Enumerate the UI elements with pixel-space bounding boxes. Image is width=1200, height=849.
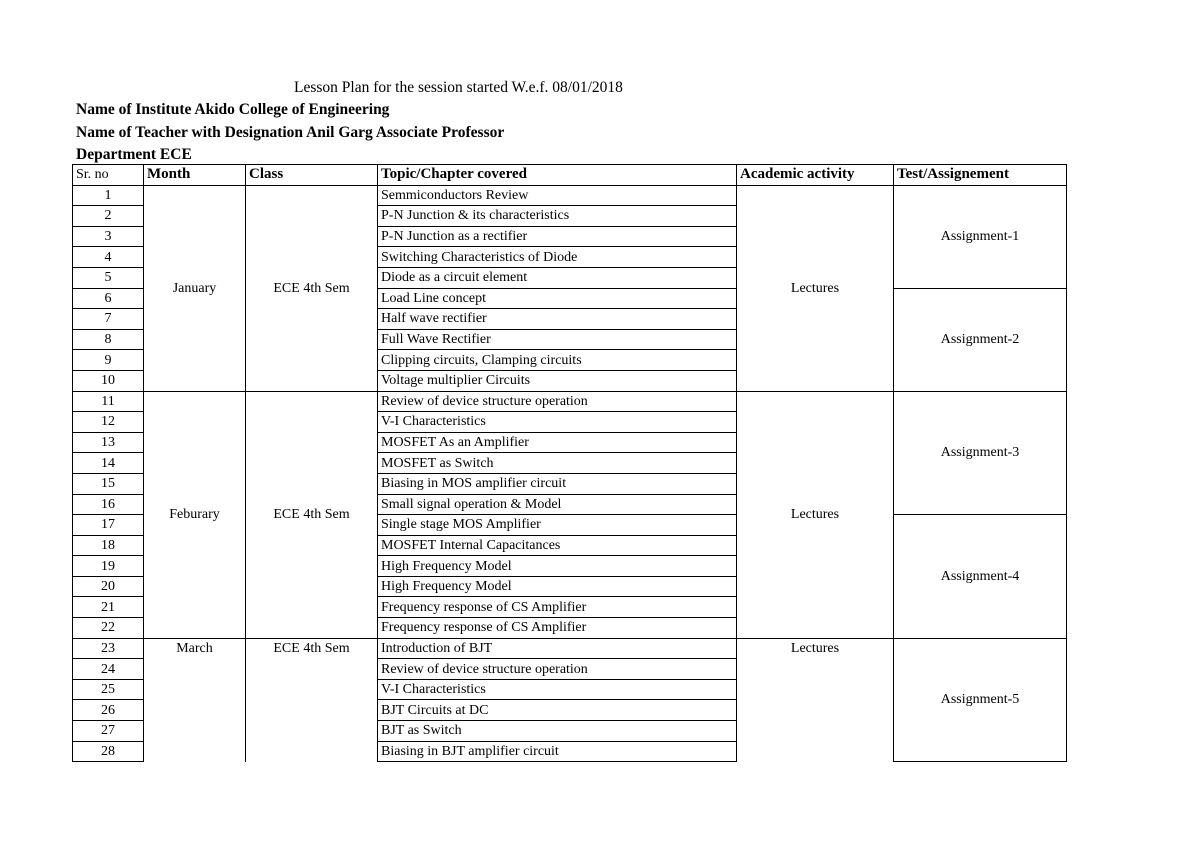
sr-no-cell: 18 (73, 535, 144, 556)
sr-no-cell: 27 (73, 721, 144, 742)
table-row (73, 185, 1067, 206)
topic-cell: Small signal operation & Model (378, 494, 737, 515)
sr-no-cell: 6 (73, 288, 144, 309)
topic-cell: BJT Circuits at DC (378, 700, 737, 721)
column-header-month: Month (144, 165, 246, 186)
column-header-test-assignment: Test/Assignement (894, 165, 1067, 186)
sr-no-cell: 23 (73, 638, 144, 659)
topic-cell: High Frequency Model (378, 556, 737, 577)
topic-cell: Half wave rectifier (378, 309, 737, 330)
topic-cell: BJT as Switch (378, 721, 737, 742)
sr-no-cell: 2 (73, 206, 144, 227)
month-cell-february: Feburary (144, 391, 246, 638)
column-header-academic-activity: Academic activity (737, 165, 894, 186)
topic-cell: MOSFET As an Amplifier (378, 432, 737, 453)
sr-no-cell: 24 (73, 659, 144, 680)
topic-cell: High Frequency Model (378, 576, 737, 597)
topic-cell: Introduction of BJT (378, 638, 737, 659)
sr-no-cell: 8 (73, 329, 144, 350)
column-header-topic: Topic/Chapter covered (378, 165, 737, 186)
topic-cell: Switching Characteristics of Diode (378, 247, 737, 268)
sr-no-cell: 15 (73, 473, 144, 494)
sr-no-cell: 21 (73, 597, 144, 618)
department-line: Department ECE (76, 146, 192, 163)
assignment-cell-4: Assignment-4 (894, 515, 1067, 639)
institute-line: Name of Institute Akido College of Engineering (76, 101, 390, 118)
topic-cell: Single stage MOS Amplifier (378, 515, 737, 536)
sr-no-cell: 10 (73, 370, 144, 391)
month-cell-march: March (144, 638, 246, 762)
sr-no-cell: 5 (73, 267, 144, 288)
sr-no-cell: 25 (73, 679, 144, 700)
sr-no-cell: 20 (73, 576, 144, 597)
assignment-cell-2: Assignment-2 (894, 288, 1067, 391)
topic-cell: Biasing in BJT amplifier circuit (378, 741, 737, 762)
sr-no-cell: 26 (73, 700, 144, 721)
topic-cell: Review of device structure operation (378, 391, 737, 412)
sr-no-cell: 17 (73, 515, 144, 536)
sr-no-cell: 12 (73, 412, 144, 433)
topic-cell: Load Line concept (378, 288, 737, 309)
class-cell-march: ECE 4th Sem (246, 638, 378, 762)
month-cell-january: January (144, 185, 246, 391)
activity-cell-february: Lectures (737, 391, 894, 638)
topic-cell: Biasing in MOS amplifier circuit (378, 473, 737, 494)
lesson-plan-table (72, 164, 1067, 762)
sr-no-cell: 14 (73, 453, 144, 474)
assignment-cell-5: Assignment-5 (894, 638, 1067, 762)
sr-no-cell: 1 (73, 185, 144, 206)
topic-cell: MOSFET as Switch (378, 453, 737, 474)
sr-no-cell: 22 (73, 618, 144, 639)
table-header-row (73, 165, 1067, 186)
topic-cell: Semmiconductors Review (378, 185, 737, 206)
sr-no-cell: 13 (73, 432, 144, 453)
sr-no-cell: 3 (73, 226, 144, 247)
assignment-cell-3: Assignment-3 (894, 391, 1067, 515)
topic-cell: Frequency response of CS Amplifier (378, 597, 737, 618)
sr-no-cell: 19 (73, 556, 144, 577)
topic-cell: V-I Characteristics (378, 679, 737, 700)
topic-cell: Diode as a circuit element (378, 267, 737, 288)
topic-cell: Voltage multiplier Circuits (378, 370, 737, 391)
class-cell-january: ECE 4th Sem (246, 185, 378, 391)
table-row (73, 391, 1067, 412)
topic-cell: Review of device structure operation (378, 659, 737, 680)
topic-cell: Full Wave Rectifier (378, 329, 737, 350)
sr-no-cell: 11 (73, 391, 144, 412)
topic-cell: P-N Junction & its characteristics (378, 206, 737, 227)
topic-cell: V-I Characteristics (378, 412, 737, 433)
column-header-class: Class (246, 165, 378, 186)
teacher-line: Name of Teacher with Designation Anil Garg Associate Professor (76, 124, 505, 141)
assignment-cell-1: Assignment-1 (894, 185, 1067, 288)
document-title: Lesson Plan for the session started W.e.f. 08/01/2018 (294, 79, 623, 96)
column-header-sr-no: Sr. no (73, 165, 144, 186)
sr-no-cell: 16 (73, 494, 144, 515)
sr-no-cell: 28 (73, 741, 144, 762)
topic-cell: Clipping circuits, Clamping circuits (378, 350, 737, 371)
sr-no-cell: 7 (73, 309, 144, 330)
table-row (73, 638, 1067, 659)
topic-cell: P-N Junction as a rectifier (378, 226, 737, 247)
sr-no-cell: 9 (73, 350, 144, 371)
activity-cell-march: Lectures (737, 638, 894, 762)
sr-no-cell: 4 (73, 247, 144, 268)
topic-cell: MOSFET Internal Capacitances (378, 535, 737, 556)
topic-cell: Frequency response of CS Amplifier (378, 618, 737, 639)
class-cell-february: ECE 4th Sem (246, 391, 378, 638)
activity-cell-january: Lectures (737, 185, 894, 391)
